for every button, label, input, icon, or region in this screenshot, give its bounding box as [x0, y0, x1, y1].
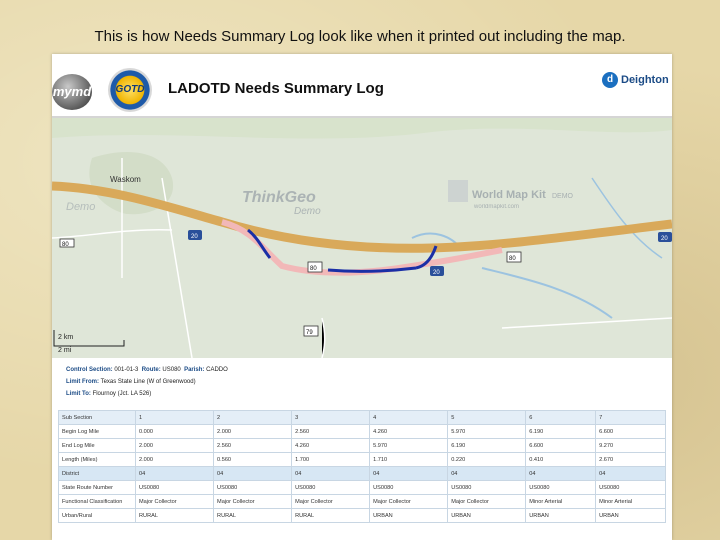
needs-summary-table [58, 410, 666, 523]
row-label: End Log Mile [59, 439, 136, 453]
report-title: LADOTD Needs Summary Log [168, 80, 384, 97]
table-cell: Major Collector [136, 495, 214, 509]
table-cell: 4.260 [370, 425, 448, 439]
table-cell: 2.000 [136, 439, 214, 453]
control-section-label: Control Section: [66, 367, 113, 373]
table-cell: US0080 [214, 481, 292, 495]
row-label: Begin Log Mile [59, 425, 136, 439]
table-cell: US0080 [370, 481, 448, 495]
table-cell: RURAL [214, 509, 292, 523]
shield-label: 80 [310, 266, 317, 272]
table-cell: RURAL [136, 509, 214, 523]
table-cell: 04 [136, 467, 214, 481]
table-cell: Minor Arterial [596, 495, 666, 509]
table-cell: 6.600 [596, 425, 666, 439]
table-cell: 1.700 [292, 453, 370, 467]
watermark-demo: Demo [294, 206, 321, 217]
table-cell: 2.560 [214, 439, 292, 453]
table-cell: 7 [596, 411, 666, 425]
table-row [59, 411, 666, 425]
table-cell: US0080 [596, 481, 666, 495]
table-row [59, 467, 666, 481]
table-cell: 5.970 [370, 439, 448, 453]
table-cell: US0080 [526, 481, 596, 495]
table-cell: 04 [596, 467, 666, 481]
table-cell: 6.190 [526, 425, 596, 439]
limit-from-label: Limit From: [66, 379, 99, 385]
needs-summary-table-body [59, 411, 666, 523]
table-cell: 4 [370, 411, 448, 425]
table-cell: US0080 [292, 481, 370, 495]
city-label-waskom: Waskom [110, 175, 141, 184]
row-label: District [59, 467, 136, 481]
table-cell: 5 [448, 411, 526, 425]
table-cell: 0.220 [448, 453, 526, 467]
table-cell: URBAN [448, 509, 526, 523]
row-label: Length (Miles) [59, 453, 136, 467]
scale-mi-label: 2 mi [58, 347, 72, 354]
watermark-url: worldmapkit.com [474, 204, 520, 210]
control-section-value: 001-01-3 [114, 367, 139, 373]
table-cell: 2 [214, 411, 292, 425]
table-cell: URBAN [370, 509, 448, 523]
shield-label: 20 [433, 270, 440, 276]
row-label: Sub Section [59, 411, 136, 425]
table-cell: 2.560 [292, 425, 370, 439]
table-cell: URBAN [596, 509, 666, 523]
parish-value: CADDO [206, 367, 228, 373]
table-cell: Major Collector [370, 495, 448, 509]
table-cell: 04 [214, 467, 292, 481]
table-cell: Major Collector [292, 495, 370, 509]
table-cell: URBAN [526, 509, 596, 523]
shield-label: 79 [306, 330, 313, 336]
row-label: Functional Classification [59, 495, 136, 509]
slide-caption: This is how Needs Summary Log look like when it printed out including the map. [94, 28, 626, 45]
deighton-brand-text: Deighton [621, 73, 669, 86]
info-line-limit-to [66, 388, 228, 400]
table-cell: RURAL [292, 509, 370, 523]
table-cell: 2.670 [596, 453, 666, 467]
table-cell: 6 [526, 411, 596, 425]
table-cell: US0080 [448, 481, 526, 495]
worldmapkit-logo-icon [448, 180, 468, 202]
table-cell: Major Collector [214, 495, 292, 509]
shield-label: 20 [661, 236, 668, 242]
table-row [59, 481, 666, 495]
table-cell: 2.000 [136, 453, 214, 467]
watermark-worldmapkit: World Map Kit [472, 189, 546, 201]
shield-label: 80 [509, 256, 516, 262]
deighton-logo [602, 72, 669, 88]
table-row [59, 439, 666, 453]
table-cell: 04 [370, 467, 448, 481]
table-cell: 2.000 [214, 425, 292, 439]
table-cell: 0.410 [526, 453, 596, 467]
table-cell: Minor Arterial [526, 495, 596, 509]
limit-to-value: Flournoy (Jct. LA 526) [92, 391, 152, 397]
table-cell: 3 [292, 411, 370, 425]
info-line-limit-from [66, 376, 228, 388]
table-row [59, 509, 666, 523]
section-info [66, 364, 228, 400]
limit-to-label: Limit To: [66, 391, 91, 397]
printed-report [52, 54, 672, 540]
watermark-demo-left: Demo [66, 201, 96, 213]
watermark-demo-wmk: DEMO [552, 193, 573, 200]
table-cell: 0.560 [214, 453, 292, 467]
table-cell: 5.970 [448, 425, 526, 439]
route-label: Route: [141, 367, 161, 373]
table-cell: US0080 [136, 481, 214, 495]
limit-from-value: Texas State Line (W of Greenwood) [100, 379, 196, 385]
table-cell: Major Collector [448, 495, 526, 509]
report-header [52, 54, 672, 116]
scale-km-label: 2 km [58, 334, 74, 341]
shield-label: 80 [62, 242, 69, 248]
mymd-logo: mymd [52, 74, 92, 110]
table-cell: 0.000 [136, 425, 214, 439]
table-row [59, 453, 666, 467]
dotd-logo: GOTD [108, 68, 152, 112]
watermark-thinkgeo: ThinkGeo [242, 189, 316, 206]
table-cell: 04 [526, 467, 596, 481]
table-cell: 1.710 [370, 453, 448, 467]
route-map [52, 118, 672, 358]
parish-label: Parish: [184, 367, 205, 373]
table-cell: 6.600 [526, 439, 596, 453]
table-cell: 9.270 [596, 439, 666, 453]
route-value: US080 [162, 367, 181, 373]
row-label: State Route Number [59, 481, 136, 495]
table-cell: 04 [292, 467, 370, 481]
table-row [59, 495, 666, 509]
row-label: Urban/Rural [59, 509, 136, 523]
shield-label: 20 [191, 234, 198, 240]
info-line-control [66, 364, 228, 376]
table-cell: 4.260 [292, 439, 370, 453]
table-row [59, 425, 666, 439]
table-cell: 04 [448, 467, 526, 481]
table-cell: 1 [136, 411, 214, 425]
table-cell: 6.190 [448, 439, 526, 453]
deighton-mark-icon: d [602, 72, 618, 88]
